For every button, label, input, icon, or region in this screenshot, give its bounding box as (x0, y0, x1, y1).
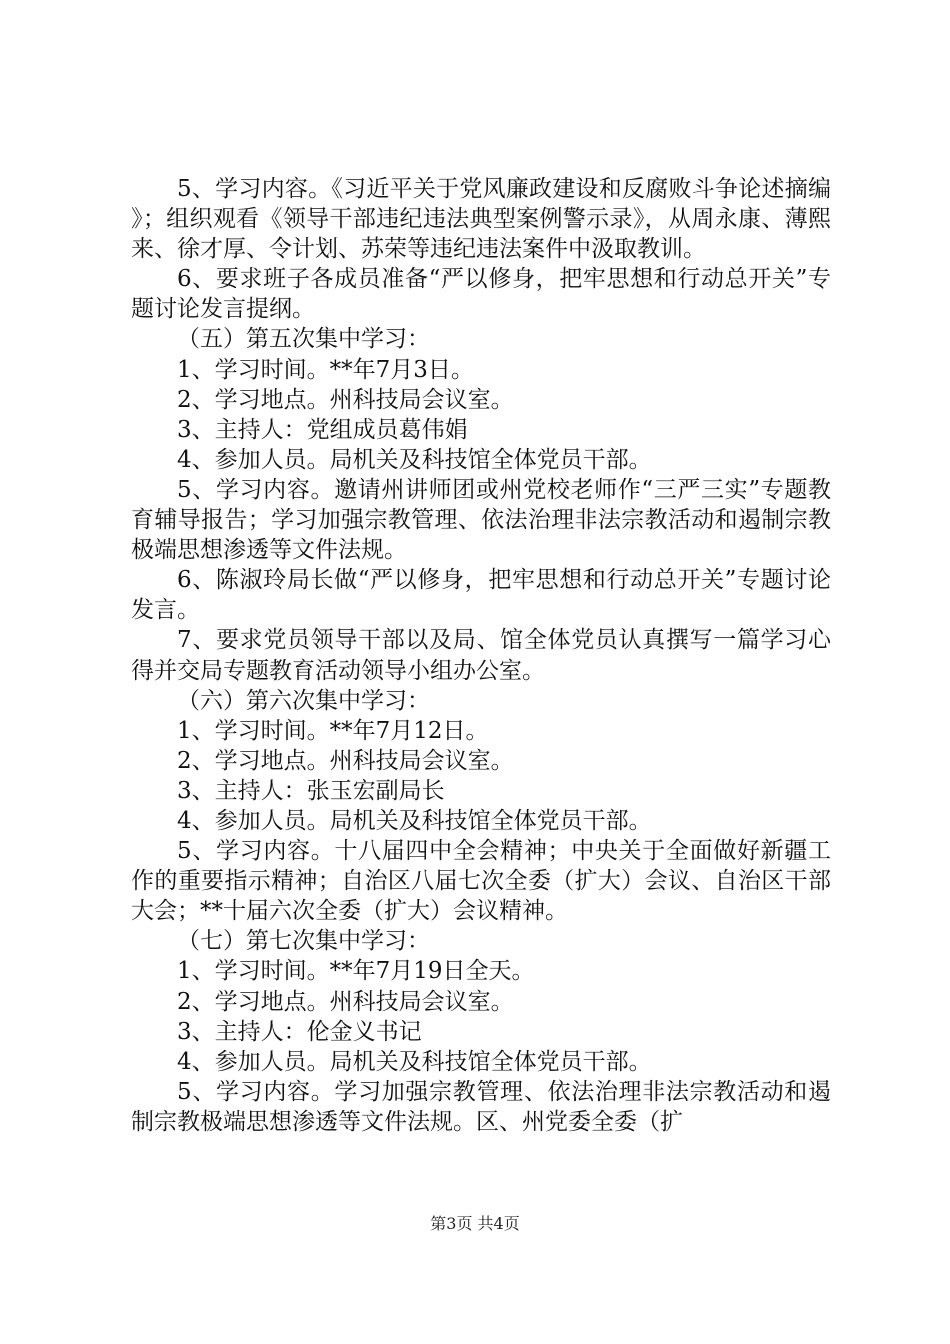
paragraph: 5、学习内容。《习近平关于党风廉政建设和反腐败斗争论述摘编》；组织观看《领导干部违纪违法典型案例警示录》，从周永康、薄熙来、徐才厚、令计划、苏荣等违纪违法案件中汲取教训。 (131, 176, 831, 263)
paragraph: 4、参加人员。局机关及科技馆全体党员干部。 (177, 446, 652, 473)
section-heading: （五）第五次集中学习： (177, 326, 430, 353)
paragraph: 2、学习地点。州科技局会议室。 (177, 988, 514, 1015)
paragraph: 5、学习内容。十八届四中全会精神；中央关于全面做好新疆工作的重要指示精神；自治区八届七次全委（扩大）会议、自治区干部大会；**十届六次全委（扩大）会议精神。 (131, 838, 831, 925)
section-heading: （七）第七次集中学习： (177, 928, 430, 955)
paragraph: 6、陈淑玲局长做“严以修身，把牢思想和行动总开关”专题讨论发言。 (131, 567, 831, 624)
page-number-label: 第3页 共4页 (430, 1214, 520, 1233)
paragraph: 2、学习地点。州科技局会议室。 (177, 747, 514, 774)
section-heading: （六）第六次集中学习： (177, 687, 430, 714)
paragraph: 5、学习内容。学习加强宗教管理、依法治理非法宗教活动和遏制宗教极端思想渗透等文件法规。区、州党委全委（扩 (131, 1078, 831, 1135)
paragraph: 2、学习地点。州科技局会议室。 (177, 386, 514, 413)
paragraph: 3、主持人：党组成员葛伟娟 (177, 416, 468, 443)
paragraph: 7、要求党员领导干部以及局、馆全体党员认真撰写一篇学习心得并交局专题教育活动领导小组办公室。 (131, 627, 831, 684)
paragraph: 3、主持人：张玉宏副局长 (177, 777, 445, 804)
paragraph: 1、学习时间。**年7月12日。 (177, 717, 489, 744)
paragraph: 4、参加人员。局机关及科技馆全体党员干部。 (177, 807, 652, 834)
paragraph: 4、参加人员。局机关及科技馆全体党员干部。 (177, 1048, 652, 1075)
paragraph: 5、学习内容。邀请州讲师团或州党校老师作“三严三实”专题教育辅导报告；学习加强宗教管理、依法治理非法宗教活动和遏制宗教极端思想渗透等文件法规。 (131, 476, 831, 564)
paragraph: 1、学习时间。**年7月19日全天。 (177, 958, 535, 985)
paragraph: 3、主持人：伦金义书记 (177, 1018, 422, 1045)
paragraph: 1、学习时间。**年7月3日。 (177, 356, 474, 383)
paragraph: 6、要求班子各成员准备“严以修身，把牢思想和行动总开关”专题讨论发言提纲。 (131, 266, 831, 323)
page-footer (0, 1214, 950, 1234)
document-body (131, 174, 831, 1137)
